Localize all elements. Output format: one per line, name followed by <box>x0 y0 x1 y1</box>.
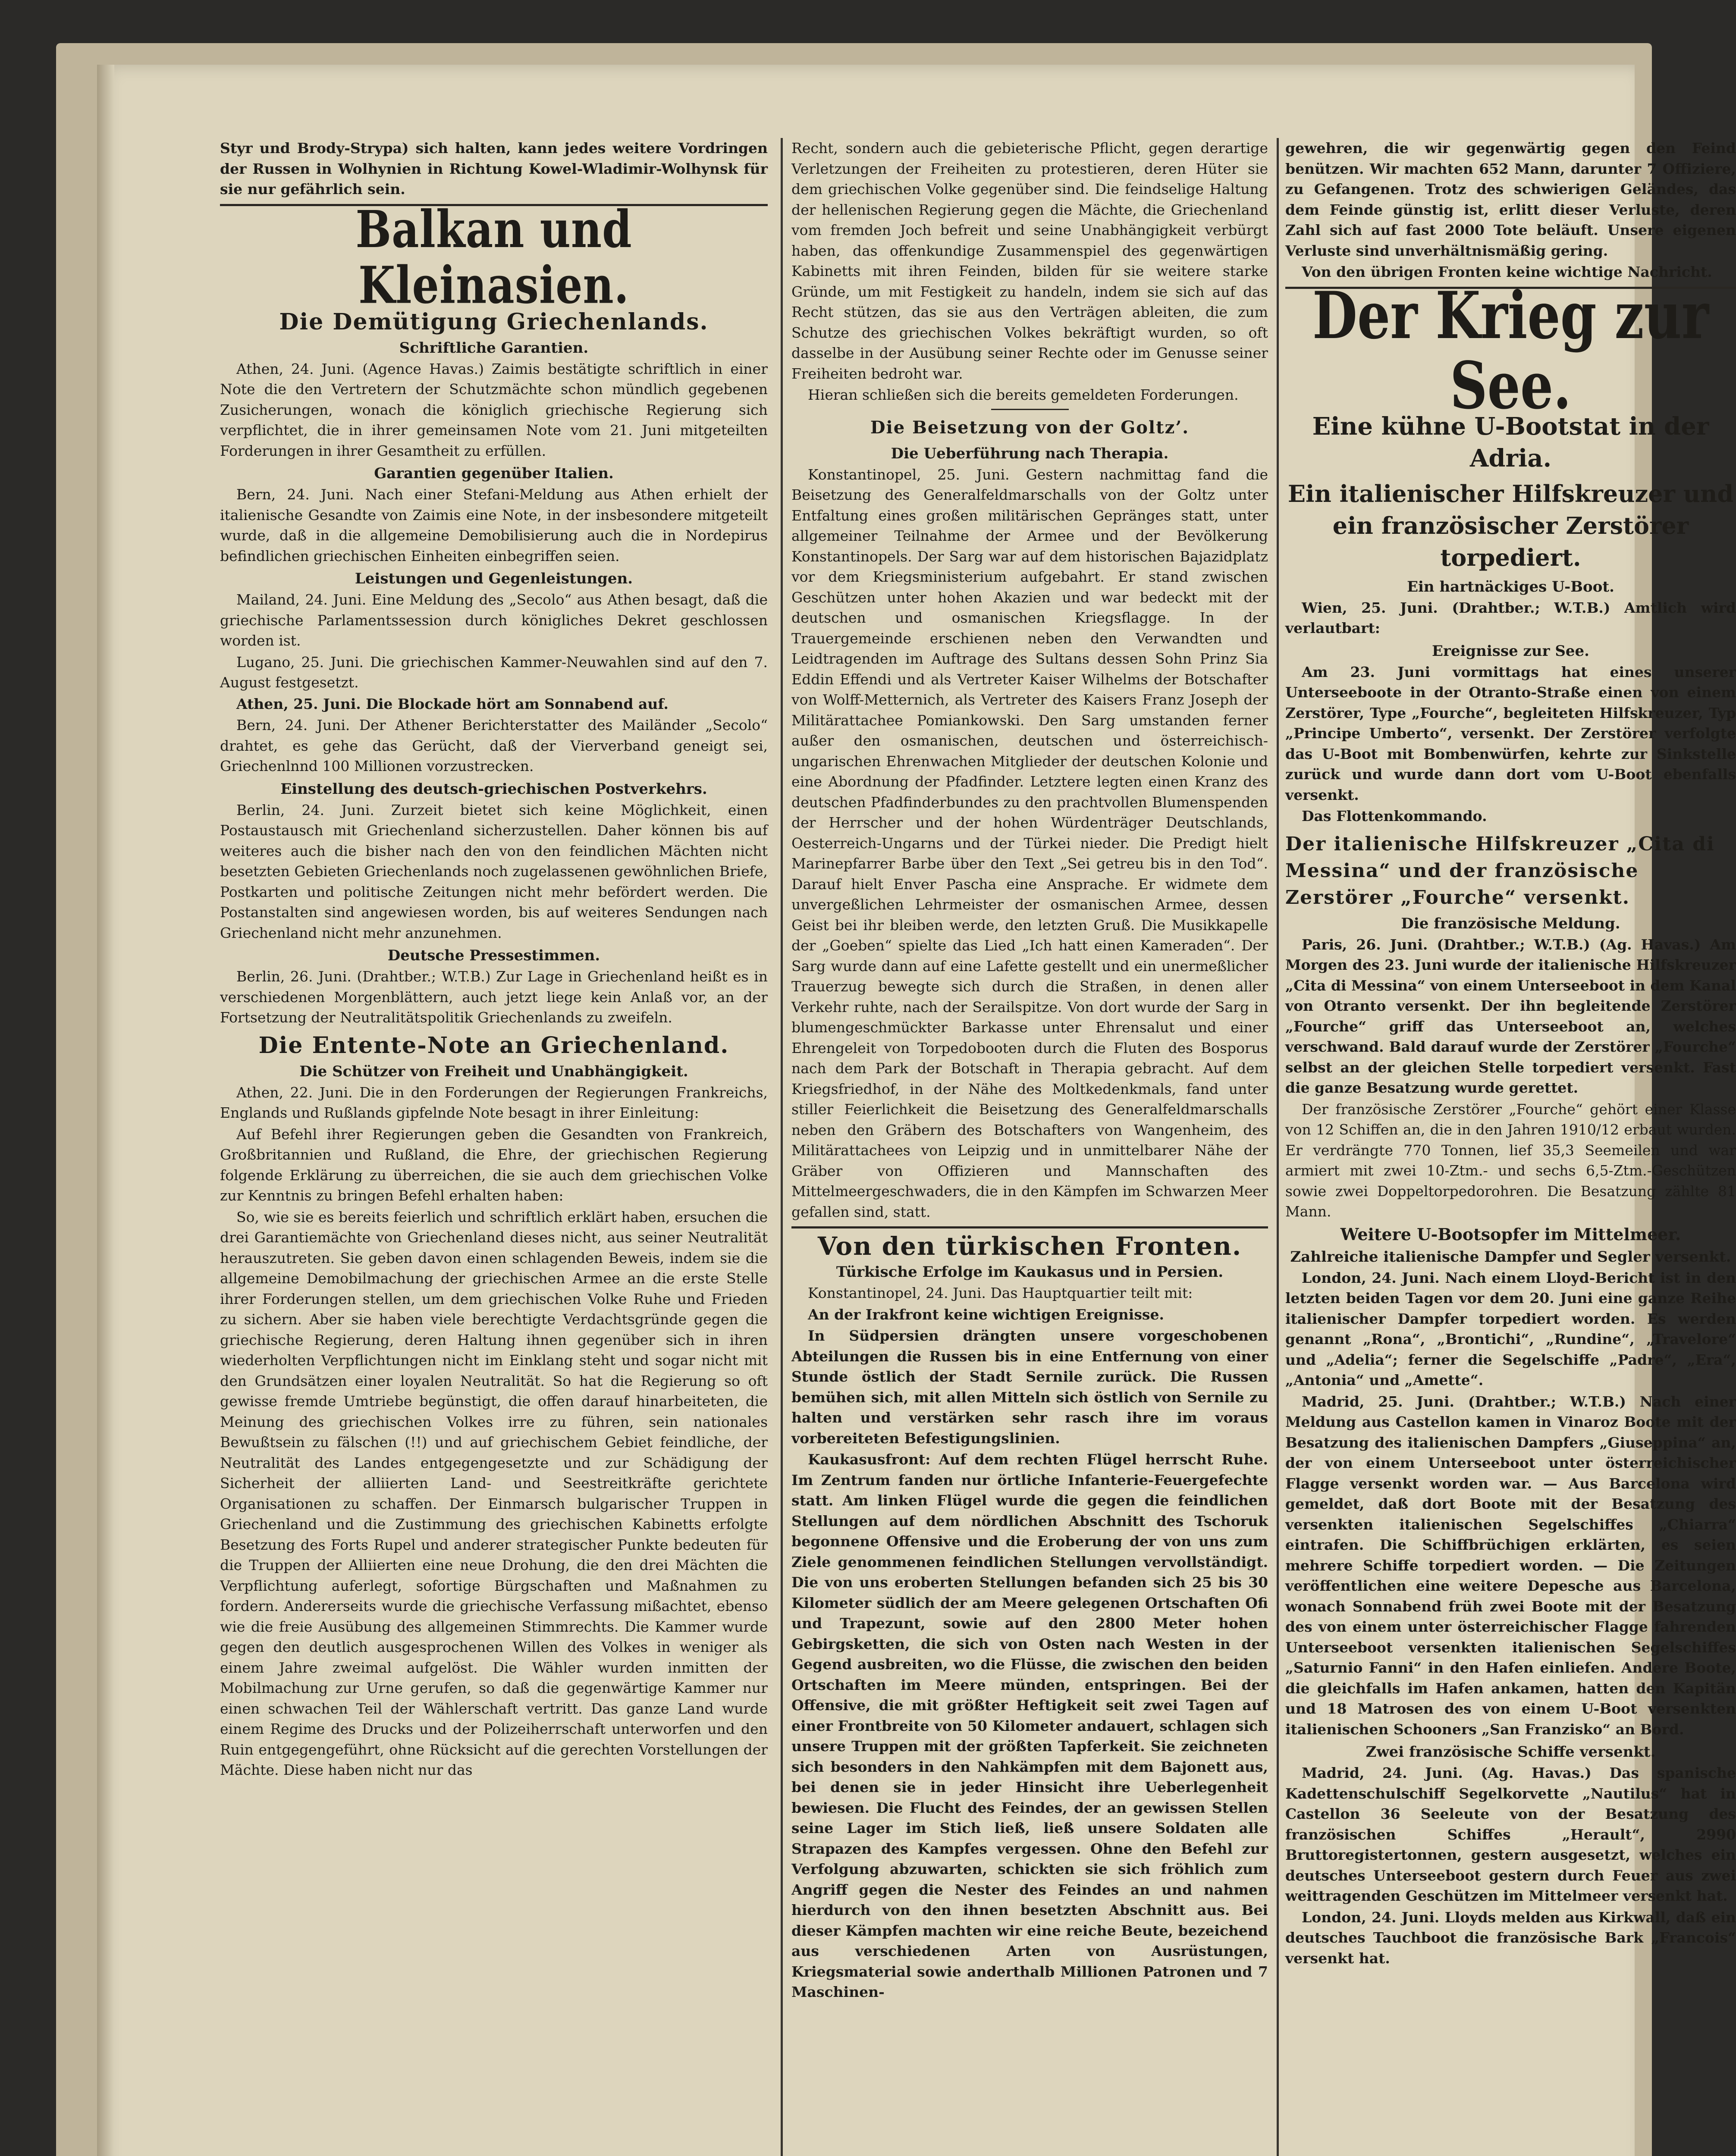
subhead: Leistungen und Gegenleistungen. <box>355 570 633 587</box>
paragraph: Recht, sondern auch die gebieterische Pflicht, gegen derartige Verletzungen der Freiheiten zu protestieren, deren Hüter sie dem griechischen Volke gegenüber sind. Die feindselige Haltung der hellenischen Regierung gegen die Mächte, die Griechenland vom fremden Joch befreit und seine Unabhängigkeit verbürgt haben, das offenkundige Zusammenspiel des gegenwärtigen Kabinetts mit ihren Feinden, bilden für sie weitere starke Gründe, um mit Festigkeit zu handeln, indem sie sich auf das Recht stützen, das sie aus den Verträgen ableiten, die zum Schutze des griechischen Volkes bekräftigt wurden, so oft dasselbe in der Ausübung seiner Rechte oder im Genusse seiner Freiheiten bedroht war. <box>791 140 1268 382</box>
column-rule <box>781 138 783 2156</box>
subhead: Deutsche Pressestimmen. <box>387 947 600 964</box>
subhead: Die Schützer von Freiheit und Unabhängigkeit. <box>299 1062 688 1080</box>
paragraph: Lugano, 25. Juni. Die griechischen Kammer-Neuwahlen sind auf den 7. August festgesetzt. <box>220 653 768 691</box>
subhead: Die Ueberführung nach Therapia. <box>891 445 1169 462</box>
newspaper-page <box>97 65 1736 2156</box>
paragraph: An der Irakfront keine wichtigen Ereignisse. <box>808 1306 1164 1323</box>
column-1 <box>220 138 768 2156</box>
subhead: Einstellung des deutsch-griechischen Postverkehrs. <box>280 780 707 798</box>
article-title-griechenland: Die Demütigung Griechenlands. <box>279 308 709 335</box>
subhead: Garantien gegenüber Italien. <box>374 465 614 482</box>
paragraph: Berlin, 26. Juni. (Drahtber.; W.T.B.) Zur Lage in Griechenland heißt es in verschiedenen Morgenblättern, auch jetzt liege kein Anlaß vor, an der Fortsetzung der Neutralitätspolitik Griechenlands zu zweifeln. <box>220 968 768 1026</box>
paragraph: Konstantinopel, 24. Juni. Das Hauptquartier teilt mit: <box>808 1285 1193 1301</box>
paragraph: Paris, 26. Juni. (Drahtber.; W.T.B.) (Ag. Havas.) Am Morgen des 23. Juni wurde der italienische Hilfskreuzer „Cita di Messina“ von einem Unterseeboot in dem Kanal von Otranto versenkt. Der ihn begleitende Zerstörer „Fourche“ griff das Unterseeboot an, welches verschwand. Bald darauf wurde der Zerstörer „Fourche“ selbst an der gleichen Stelle torpediert versenkt. Fast die ganze Besatzung wurde gerettet. <box>1285 936 1736 1096</box>
subhead: Zwei französische Schiffe versenkt. <box>1366 1743 1656 1761</box>
paragraph: So, wie sie es bereits feierlich und schriftlich erklärt haben, ersuchen die drei Garantiemächte von Griechenland dieses nicht, aus seiner Neutralität herauszutreten. Sie geben davon einen schlagenden Beweis, indem sie die allgemeine Demobilmachung der griechischen Armee an die erste Stelle ihrer Forderungen stellen, um dem griechischen Volke Ruhe und Frieden zu sichern. Aber sie haben viele berechtigte Verdachtsgründe gegen die griechische Regierung, deren Haltung ihnen gegenüber sich in ihren wiederholten Verpflichtungen nicht im Einklang steht und sogar nicht mit den Grundsätzen einer loyalen Neutralität. So hat die Regierung so oft gewisse fremde Umtriebe begünstigt, die offen darauf hinarbeiteten, die Meinung des griechischen Volkes irre zu führen, sein nationales Bewußtsein zu fälschen (!!) und auf griechischem Gebiet feindliche, der Neutralität des Landes entgegengesetzte und zur Schädigung der Sicherheit der alliierten Land- und Seestreitkräfte gerichtete Organisationen zu schaffen. Der Einmarsch bulgarischer Truppen in Griechenland und die Zustimmung des griechischen Kabinetts erfolgte Besetzung des Forts Rupel und anderer strategischer Punkte bedeuten für die Truppen der Alliierten eine neue Drohung, die den drei Mächten die Verpflichtung auferlegt, sofortige Bürgschaften und Maßnahmen zu fordern. Andererseits wurde die griechische Verfassung mißachtet, ebenso wie die freie Ausübung des allgemeinen Stimmrechts. Die Kammer wurde gegen den deutlich ausgesprochenen Willen des Volkes in weniger als einem Jahre zweimal aufgelöst. Die Wähler wurden inmitten der Mobilmachung zur Urne gerufen, so daß die gegenwärtige Kammer nur einen schwachen Teil der Wählerschaft vertritt. Das ganze Land wurde einem Regime des Drucks und der Polizeiherrschaft unterworfen und den Ruin entgegengeführt, ohne Rücksicht auf die gerechten Vorstellungen der Mächte. Diese haben nicht nur das <box>220 1208 768 1778</box>
paragraph: Am 23. Juni vormittags hat eines unserer Unterseeboote in der Otranto-Straße einen von einem Zerstörer, Type „Fourche“, begleiteten Hilfskreuzer, Typ „Principe Umberto“, versenkt. Der Zerstörer verfolgte das U-Boot mit Bombenwürfen, kehrte zur Sinkstelle zurück und wurde dann dort vom U-Boot ebenfalls versenkt. <box>1285 663 1736 803</box>
subhead: Ereignisse zur See. <box>1432 642 1589 660</box>
paragraph: gewehren, die wir gegenwärtig gegen den Feind benützen. Wir machten 652 Mann, darunter 7 Offiziere, zu Gefangenen. Trotz des schwierigen Geländes, das dem Feinde günstig ist, erlitt dieser Verluste, deren Zahl sich auf fast 2000 Tote beläuft. Unsere eigenen Verluste sind unverhältnismäßig gering. <box>1285 140 1736 259</box>
article-title-entente-note: Die Entente-Note an Griechenland. <box>258 1032 729 1059</box>
article-title-u-bootsopfer: Weitere U-Bootsopfer im Mittelmeer. <box>1340 1224 1681 1244</box>
article-title-goltz: Die Beisetzung von der Goltz’. <box>870 417 1190 438</box>
paragraph: Mailand, 24. Juni. Eine Meldung des „Secolo“ aus Athen besagt, daß die griechische Parlamentssession durch königliches Dekret geschlossen worden ist. <box>220 591 768 649</box>
paragraph: In Südpersien drängten unsere vorgeschobenen Abteilungen die Russen bis in eine Entfernung von einer Stunde östlich der Stadt Sernile zurück. Die Russen bemühen sich, mit allen Mitteln sich östlich von Sernile zu halten und verstärken sehr rasch ihre im voraus vorbereiteten Befestigungslinien. <box>791 1327 1268 1447</box>
paragraph: Das Flottenkommando. <box>1302 808 1487 824</box>
subhead: Türkische Erfolge im Kaukasus und in Persien. <box>836 1263 1224 1281</box>
paragraph: Madrid, 24. Juni. (Ag. Havas.) Das spanische Kadettenschulschiff Segelkorvette „Nautilus“ hat in Castellon 36 Seeleute von der Besatzung des französischen Schiffes „Herault“, 2990 Bruttoregistertonnen, gestern ausgesetzt, welches ein deutsches Unterseeboot gestern durch Feuer aus zwei weittragenden Geschützen im Mittelmeer versenkt hat. <box>1285 1764 1736 1904</box>
paragraph: Athen, 24. Juni. (Agence Havas.) Zaimis bestätigte schriftlich in einer Note die den Vertretern der Schutzmächte schon mündlich gegebenen Zusicherungen, wonach die königlich griechische Regierung sich verpflichtet, die in ihrer gemeinsamen Note vom 21. Juni mitgeteilten Forderungen in ihrer Gesamtheit zu erfüllen. <box>220 360 768 459</box>
paragraph: Madrid, 25. Juni. (Drahtber.; W.T.B.) Nach einer Meldung aus Castellon kamen in Vinaroz Boote mit der Besatzung des italienischen Dampfers „Giuseppina“ an, der von einem Unterseeboot unter österreichischer Flagge versenkt worden war. — Aus Barcelona wird gemeldet, daß dort Boote mit der Besatzung des versenkten italienischen Segelschiffes „Chiarra“ eintrafen. Die Schiffbrüchigen erklärten, es seien mehrere Schiffe torpediert worden. — Die Zeitungen veröffentlichen eine weitere Depesche aus Barcelona, wonach Sonnabend früh zwei Boote mit der Besatzung des von einem unter österreichischer Flagge fahrenden Unterseeboot versenkten italienischen Segelschiffes „Saturnio Fanni“ in den Hafen einliefen. Andere Boote, die gleichfalls im Hafen ankamen, hatten den Kapitän und 18 Matrosen des von einem U-Boot versenkten italienischen Schooners „San Franzisko“ an Bord. <box>1285 1393 1736 1738</box>
paragraph: Der französische Zerstörer „Fourche“ gehört einer Klasse von 12 Schiffen an, die in den Jahren 1910/12 erbaut wurden. Er verdrängte 770 Tonnen, lief 35,3 Seemeilen und war armiert mit zwei 10-Ztm.- und sechs 6,5-Ztm.-Geschützen sowie zwei Doppeltorpedorohren. Die Besatzung zählte 81 Mann. <box>1285 1100 1736 1220</box>
paragraph: Kaukasusfront: Auf dem rechten Flügel herrscht Ruhe. Im Zentrum fanden nur örtliche Infanterie-Feuergefechte statt. Am linken Flügel wurde die gegen die feindlichen Stellungen auf dem nördlichen Abschnitt des Tschoruk begonnene Offensive und die Eroberung der von uns zum Ziele genommenen feindlichen Stellungen vervollständigt. Die von uns eroberten Stellungen befanden sich 25 bis 30 Kilometer südlich der am Meere gelegenen Ortschaften Ofi und Trapezunt, sowie auf den 2800 Meter hohen Gebirgsketten, die sich von Osten nach Westen in der Gegend ausbreiten, wo die Flüsse, die zwischen den beiden Ortschaften im Meere münden, entspringen. Bei der Offensive, die mit größter Heftigkeit seit zwei Tagen auf einer Frontbreite von 50 Kilometer andauert, schlagen sich unsere Truppen mit der größten Tapferkeit. Sie zeichneten sich besonders in den Nahkämpfen mit dem Bajonett aus, bei denen sie in jeder Hinsicht ihre Ueberlegenheit bewiesen. Die Flucht des Feindes, der an gewissen Stellen seine Lager im Stich ließ, ließ unsere Soldaten alle Strapazen des Kampfes vergessen. Ohne den Befehl zur Verfolgung abzuwarten, schickten sie sich fröhlich zum Angriff gegen die Nester des Feindes an und nahmen hierdurch von den ihnen besetzten Abschnitt aus. Bei dieser Kämpfen machten wir eine reiche Beute, bezeichend aus verschiedenen Arten von Ausrüstungen, Kriegsmaterial sowie anderthalb Millionen Patronen und 7 Maschinen- <box>791 1451 1268 2000</box>
article-title-cita-di-messina: Der italienische Hilfskreuzer „Cita di Messina“ und der französische Zerstörer „Fourche“ versenkt. <box>1285 833 1715 909</box>
subhead: Die französische Meldung. <box>1401 915 1620 932</box>
column-3 <box>1285 138 1736 2156</box>
subhead: Schriftliche Garantien. <box>399 339 589 357</box>
paragraph: Auf Befehl ihrer Regierungen geben die Gesandten von Frankreich, Großbritannien und Rußland, die Ehre, der griechischen Regierung folgende Erklärung zu überreichen, die sie auch dem griechischen Volke zur Kenntnis zu bringen Befehl erhalten haben: <box>220 1125 768 1204</box>
divider <box>791 1226 1268 1228</box>
paragraph: Hieran schließen sich die bereits gemeldeten Forderungen. <box>808 386 1239 403</box>
paragraph: Konstantinopel, 25. Juni. Gestern nachmittag fand die Beisetzung des Generalfeldmarschalls von der Goltz unter Entfaltung eines großen militärischen Gepränges statt, unter allgemeiner Teilnahme der Armee und der Bevölkerung Konstantinopels. Der Sarg war auf dem historischen Bajazidplatz vor dem Kriegsministerium aufgebahrt. Er stand zwischen Geschützen unter hohen Akazien und war bedeckt mit der deutschen und osmanischen Kriegsflagge. In der Trauergemeinde erschienen neben den Verwandten und Leidtragenden im Auftrage des Sultans dessen Sohn Prinz Sia Eddin Effendi und als Vertreter Kaiser Wilhelms der Botschafter von Wolff-Metternich, als Vertreter des Kaisers Franz Joseph der Militärattachee Pomiankowski. Den Sarg umstanden ferner außer den osmanischen, deutschen und österreichisch-ungarischen Ehrenwachen Mitglieder der deutschen Kolonie und eine Abordnung der Pfadfinder. Letztere legten einen Kranz des deutschen Pfadfinderbundes zu den prachtvollen Blumenspenden der Herrscher und der hohen Würdenträger Deutschlands, Oesterreich-Ungarns und der Türkei nieder. Die Predigt hielt Marinepfarrer Barbe über den Text „Sei getreu bis in den Tod“. Darauf hielt Enver Pascha eine Ansprache. Er widmete dem unvergeßlichen Lehrmeister der osmanischen Armee, dessen Geist bei ihr bleiben werde, den letzten Gruß. Die Musikkapelle der „Goeben“ spielte das Lied „Ich hatt einen Kameraden“. Der Sarg wurde dann auf eine Lafette gestellt und ein unermeßlicher Trauerzug bewegte sich durch die Straßen, in denen aller Verkehr ruhte, nach der Serailspitze. Von dort wurde der Sarg in blumengeschmückter Barkasse unter Ehrensalut und einer Ehrengeleit von Torpedobooten durch die Fluten des Bosporus nach dem Park der Botschaft in Therapia gebracht. Auf dem Kriegsfriedhof, in der Nähe des Moltkedenkmals, fand unter stiller Feierlichkeit die Beisetzung des Generalfeldmarschalls neben den Gräbern des Botschafters von Wangenheim, des Militärattachees von Leipzig und in unmittelbarer Nähe der Gräber von Offizieren und Mannschaften des Mittelmeergeschwaders, die in den Kämpfen im Schwarzen Meer gefallen sind, statt. <box>791 466 1268 1220</box>
paragraph: London, 24. Juni. Nach einem Lloyd-Bericht ist in den letzten beiden Tagen vor dem 20. Juni eine ganze Reihe italienischer Dampfer torpediert worden. Es werden genannt „Rona“, „Brontichi“, „Rundine“, „Travelore“ und „Adelia“; ferner die Segelschiffe „Padre“, „Era“, „Antonia“ und „Amette“. <box>1285 1269 1736 1388</box>
paragraph: Berlin, 24. Juni. Zurzeit bietet sich keine Möglichkeit, einen Postaustausch mit Griechenland sicherzustellen. Daher können bis auf weiteres auch die bisher nach den von den feindlichen Mächten nicht besetzten Gebieten Griechenlands noch zugelassenen gewöhnlichen Briefe, Postkarten und politische Zeitungen nicht mehr befördert werden. Die Postanstalten sind angewiesen worden, bis auf weiteres Sendungen nach Griechenland nicht mehr anzunehmen. <box>220 801 768 941</box>
section-title-balkan: Balkan und Kleinasien. <box>355 200 632 315</box>
paragraph: Athen, 22. Juni. Die in den Forderungen der Regierungen Frankreichs, Englands und Rußlands gipfelnde Note besagt in ihrer Einleitung: <box>220 1084 768 1121</box>
paragraph: London, 24. Juni. Lloyds melden aus Kirkwall, daß ein deutsches Tauchboot die französische Bark „Francois“ versenkt hat. <box>1285 1908 1736 1967</box>
binding-spine <box>97 65 114 2156</box>
column-rule <box>1277 138 1279 2156</box>
paragraph: Bern, 24. Juni. Der Athener Berichterstatter des Mailänder „Secolo“ drahtet, es gehe das Gerücht, daß der Vierverband geneigt sei, Griechenlnnd 100 Millionen vorzustrecken. <box>220 717 768 774</box>
section-title-krieg-zur-see: Der Krieg zur See. <box>1312 277 1709 424</box>
column-2 <box>791 138 1268 2156</box>
headline-u-bootstat: Eine kühne U-Bootstat in der Adria. <box>1312 412 1709 473</box>
section-title-tuerkische-fronten: Von den türkischen Fronten. <box>817 1232 1242 1261</box>
paragraph: Athen, 25. Juni. Die Blockade hört am Sonnabend auf. <box>236 695 669 712</box>
paragraph: Von den übrigen Fronten keine wichtige Nachricht. <box>1302 263 1712 280</box>
paragraph: Wien, 25. Juni. (Drahtber.; W.T.B.) Amtlich wird verlautbart: <box>1285 599 1736 636</box>
divider <box>991 409 1069 410</box>
subhead: Ein hartnäckiges U-Boot. <box>1407 578 1614 595</box>
subhead: Zahlreiche italienische Dampfer und Segler versenkt. <box>1290 1248 1731 1266</box>
paragraph: Bern, 24. Juni. Nach einer Stefani-Meldung aus Athen erhielt der italienische Gesandte von Zaimis eine Note, in der insbesondere mitgeteilt wurde, daß in die allgemeine Demobilisierung auch die in Nordepirus befindlichen griechischen Einheiten einbegriffen seien. <box>220 486 768 564</box>
article-title-hilfskreuzer: Ein italienischer Hilfskreuzer und ein französischer Zerstörer torpediert. <box>1287 479 1734 571</box>
col1-intro: Styr und Brody-Strypa) sich halten, kann jedes weitere Vordringen der Russen in Wolhynien in Richtung Kowel-Wladimir-Wolhynsk für sie nur gefährlich sein. <box>220 140 768 197</box>
